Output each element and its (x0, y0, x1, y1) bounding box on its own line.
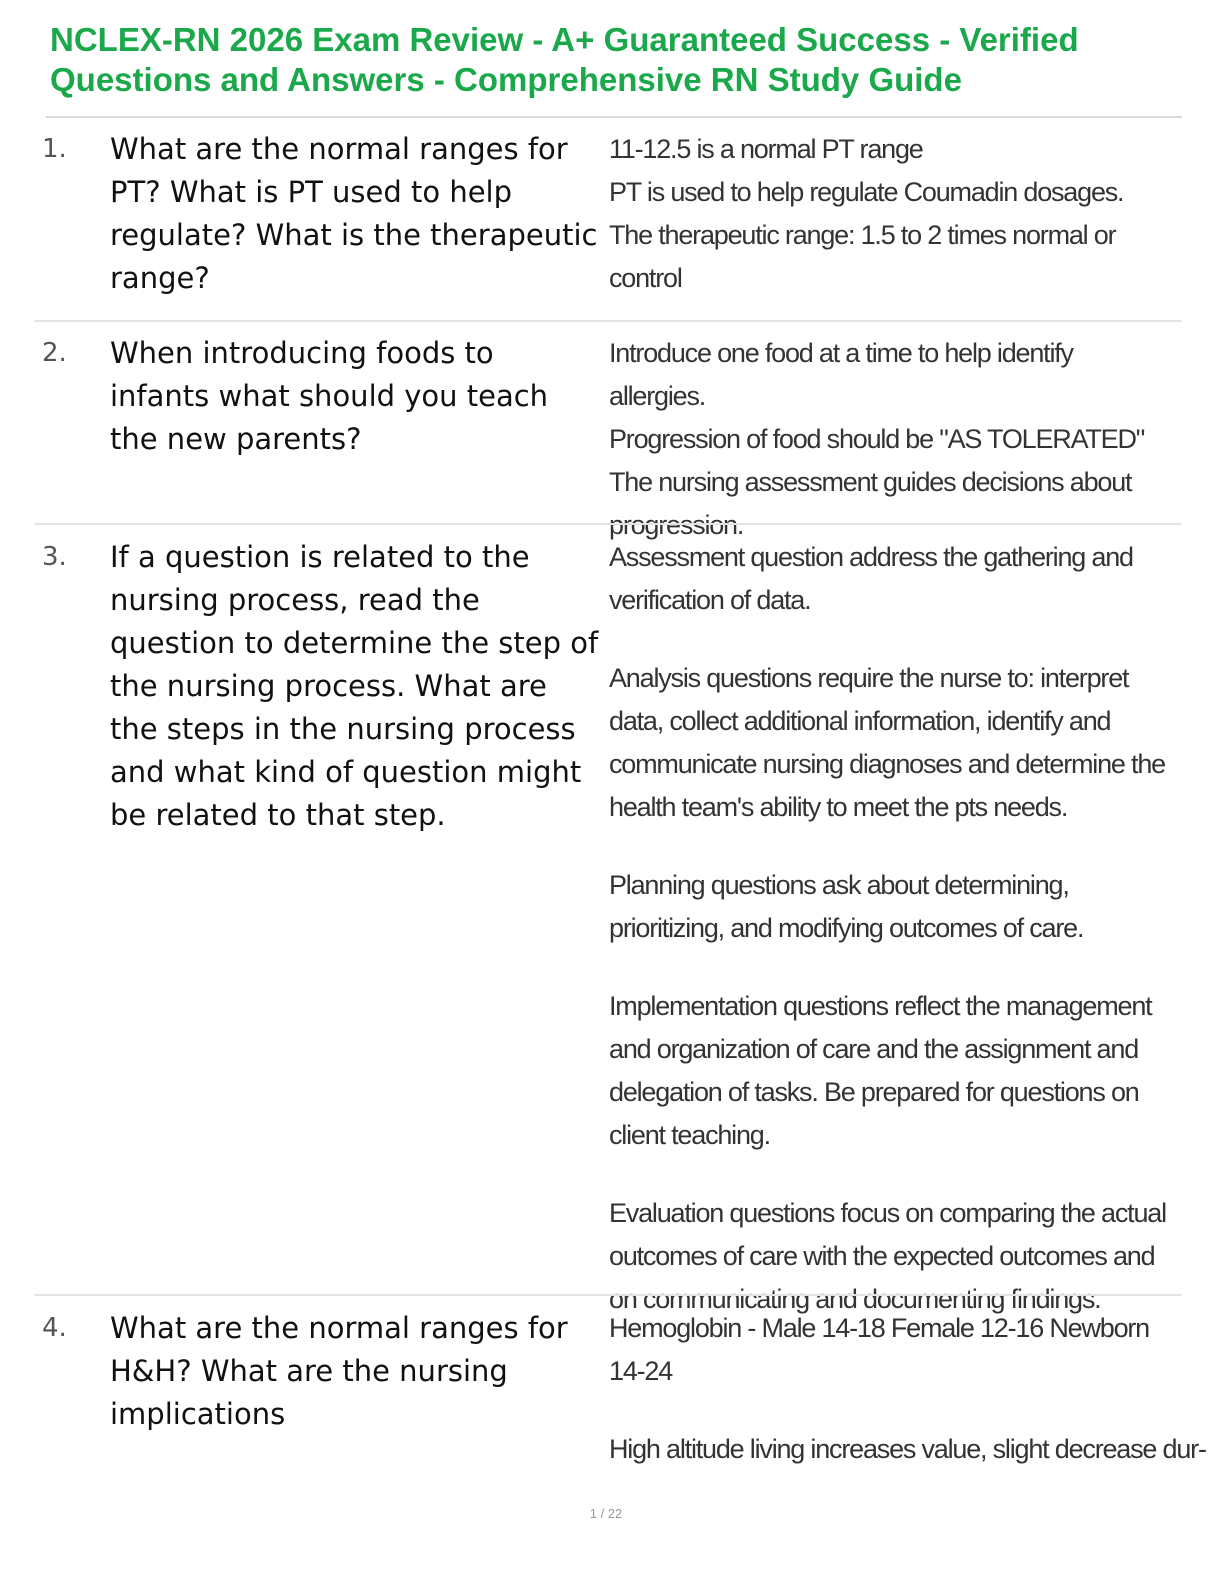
title-divider (46, 116, 1182, 118)
card-number: 3. (42, 542, 67, 572)
document-title: NCLEX-RN 2026 Exam Review - A+ Guaranteed Success - Verified Questions and Answers - Comprehensive RN Study Guide (50, 21, 1079, 98)
card-answer (609, 128, 1169, 300)
card-divider (34, 320, 1182, 322)
card-answer (609, 536, 1169, 1321)
answer-paragraph: Hemoglobin - Male 14-18 Female 12-16 Newborn 14-24 (609, 1313, 1150, 1386)
card-question: What are the normal ranges for PT? What is PT used to help regulate? What is the therapeutic range? (110, 132, 598, 295)
answer-paragraph: Planning questions ask about determining, prioritizing, and modifying outcomes of care. (609, 870, 1084, 943)
card-number: 2. (42, 338, 67, 368)
card-question: When introducing foods to infants what should you teach the new parents? (110, 336, 549, 456)
card-question: What are the normal ranges for H&H? What are the nursing implications (110, 1311, 568, 1431)
answer-paragraph: Evaluation questions focus on comparing the actual outcomes of care with the expected outcomes and on communicating and documenting findings. (609, 1198, 1166, 1314)
answer-paragraph: Introduce one food at a time to help identify allergies. Progression of food should be "AS TOLERATED" The nursing assessment guides decisions about progression. (609, 338, 1145, 540)
answer-paragraph: 11-12.5 is a normal PT range PT is used to help regulate Coumadin dosages. The therapeutic range: 1.5 to 2 times normal or control (609, 134, 1124, 293)
card-answer (609, 332, 1169, 547)
answer-paragraph: Analysis questions require the nurse to: interpret data, collect additional information, identify and communicate nursing diagnoses and determine the health team's ability to meet the pts needs. (609, 663, 1165, 822)
card-answer (609, 1307, 1206, 1471)
card-question: If a question is related to the nursing process, read the question to determine the step of the nursing process. What are the steps in the nursing process and what kind of question might be related to that step. (110, 540, 599, 832)
answer-paragraph: High altitude living increases value, slight decrease dur- (609, 1434, 1206, 1464)
card-divider (34, 523, 1182, 525)
answer-paragraph: Implementation questions reflect the management and organization of care and the assignment and delegation of tasks. Be prepared for questions on client teaching. (609, 991, 1152, 1150)
answer-paragraph: Assessment question address the gathering and verification of data. (609, 542, 1133, 615)
page-number: 1 / 22 (589, 1506, 623, 1521)
card-number: 1. (42, 134, 67, 164)
card-number: 4. (42, 1313, 67, 1343)
card-divider (34, 1294, 1182, 1296)
